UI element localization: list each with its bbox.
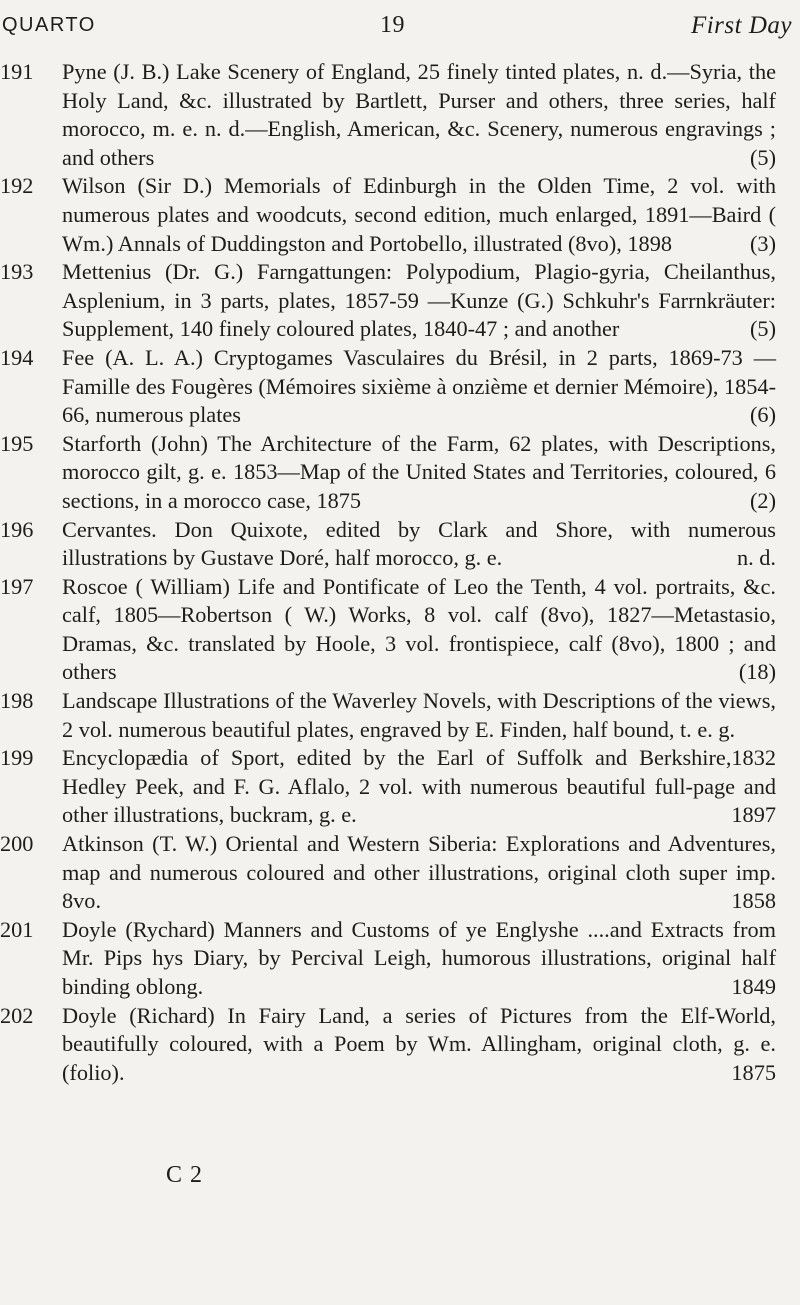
lot-number: 201	[0, 916, 34, 942]
header-format: QUARTO	[2, 14, 96, 36]
lot-description: Roscoe ( William) Life and Pontificate of Leo the Tenth, 4 vol. portraits, &c. calf, 1805—Robertson ( W.) Works, 8 vol. calf (8vo), 1827—Metastasio, Dramas, &c. translated by Hoole, 3 vol. frontispiece, calf (8vo), 1800 ; and others	[62, 573, 776, 685]
lot-entry	[0, 916, 800, 1002]
lot-description: Atkinson (T. W.) Oriental and Western Siberia: Explorations and Adventures, map and numerous coloured and other illustrations, original cloth super imp. 8vo.	[62, 831, 776, 914]
lot-number: 202	[0, 1002, 34, 1028]
lot-description: Encyclopædia of Sport, edited by the Earl of Suffolk and Berkshire, Hedley Peek, and F. G. Aflalo, 2 vol. with numerous beautiful full-page and other illustrations, buckram, g. e.	[62, 745, 776, 828]
lot-count: (2)	[750, 487, 776, 513]
header-day: First Day	[690, 12, 792, 39]
lot-date: 1849	[731, 974, 776, 999]
lot-entry	[0, 830, 800, 916]
lot-description: Fee (A. L. A.) Cryptogames Vasculaires du Brésil, in 2 parts, 1869-73 — Famille des Fougères (Mémoires sixième à onzième et dernier Mémoire), 1854-66, numerous plates	[62, 344, 776, 428]
lot-entry	[0, 58, 800, 172]
lot-description: Wilson (Sir D.) Memorials of Edinburgh in the Olden Time, 2 vol. with numerous plates and woodcuts, second edition, much enlarged, 1891—Baird ( Wm.) Annals of Duddingston and Portobello, illustrated (8vo), 1898	[62, 173, 776, 256]
lot-entry	[0, 516, 800, 573]
lot-entry	[0, 258, 800, 344]
lot-date: 1897	[731, 802, 776, 828]
lot-entry	[0, 172, 800, 258]
lot-list	[0, 58, 800, 1087]
lot-number: 196	[0, 516, 34, 542]
lot-number: 199	[0, 745, 34, 771]
lot-description: Cervantes. Don Quixote, edited by Clark and Shore, with numerous illustrations by Gustave Doré, half morocco, g. e.	[62, 516, 776, 571]
lot-description: Landscape Illustrations of the Waverley Novels, with Descriptions of the views, 2 vol. numerous beautiful plates, engraved by E. Finden, half bound, t. e. g.	[62, 688, 776, 742]
lot-description: Mettenius (Dr. G.) Farngattungen: Polypodium, Plagio-gyria, Cheilanthus, Asplenium, in 3 parts, plates, 1857-59 —Kunze (G.) Schkuhr's Farrnkräuter: Supplement, 140 finely coloured plates, 1840-47 ; and another	[62, 259, 776, 342]
lot-date: 1832	[731, 745, 776, 771]
lot-number: 200	[0, 831, 34, 857]
lot-count: (5)	[750, 144, 776, 170]
lot-number: 192	[0, 173, 34, 199]
lot-number: 197	[0, 573, 34, 599]
lot-number: 198	[0, 688, 34, 714]
lot-number: 191	[0, 59, 34, 84]
lot-entry	[0, 1002, 800, 1088]
lot-description: Pyne (J. B.) Lake Scenery of England, 25 finely tinted plates, n. d.—Syria, the Holy Land, &c. illustrated by Bartlett, Purser and others, three series, half morocco, m. e. n. d.—English, American, &c. Scenery, numerous engravings ; and others	[62, 59, 776, 170]
lot-description: Starforth (John) The Architecture of the Farm, 62 plates, with Descriptions, morocco gilt, g. e. 1853—Map of the United States and Territories, coloured, 6 sections, in a morocco case, 1875	[62, 430, 776, 513]
lot-count: (6)	[750, 402, 776, 428]
lot-count: (18)	[738, 659, 776, 685]
lot-count: (5)	[750, 316, 776, 342]
signature-mark: C 2	[166, 1162, 204, 1188]
lot-date: n. d.	[736, 545, 776, 571]
lot-entry	[0, 344, 800, 430]
lot-entry	[0, 430, 800, 516]
lot-entry	[0, 573, 800, 687]
page-header	[0, 8, 800, 48]
lot-entry	[0, 744, 800, 830]
lot-number: 194	[0, 344, 34, 370]
lot-number: 195	[0, 430, 34, 456]
lot-description: Doyle (Richard) In Fairy Land, a series of Pictures from the Elf-World, beautifully coloured, with a Poem by Wm. Allingham, original cloth, g. e. (folio).	[62, 1002, 776, 1085]
lot-description: Doyle (Rychard) Manners and Customs of ye Englyshe ....and Extracts from Mr. Pips hys Diary, by Percival Leigh, humorous illustrations, original half binding oblong.	[62, 916, 776, 999]
lot-count: (3)	[750, 230, 776, 256]
lot-date: 1875	[731, 1059, 776, 1085]
lot-number: 193	[0, 259, 34, 285]
lot-date: 1858	[731, 888, 776, 914]
page-number: 19	[380, 12, 405, 38]
